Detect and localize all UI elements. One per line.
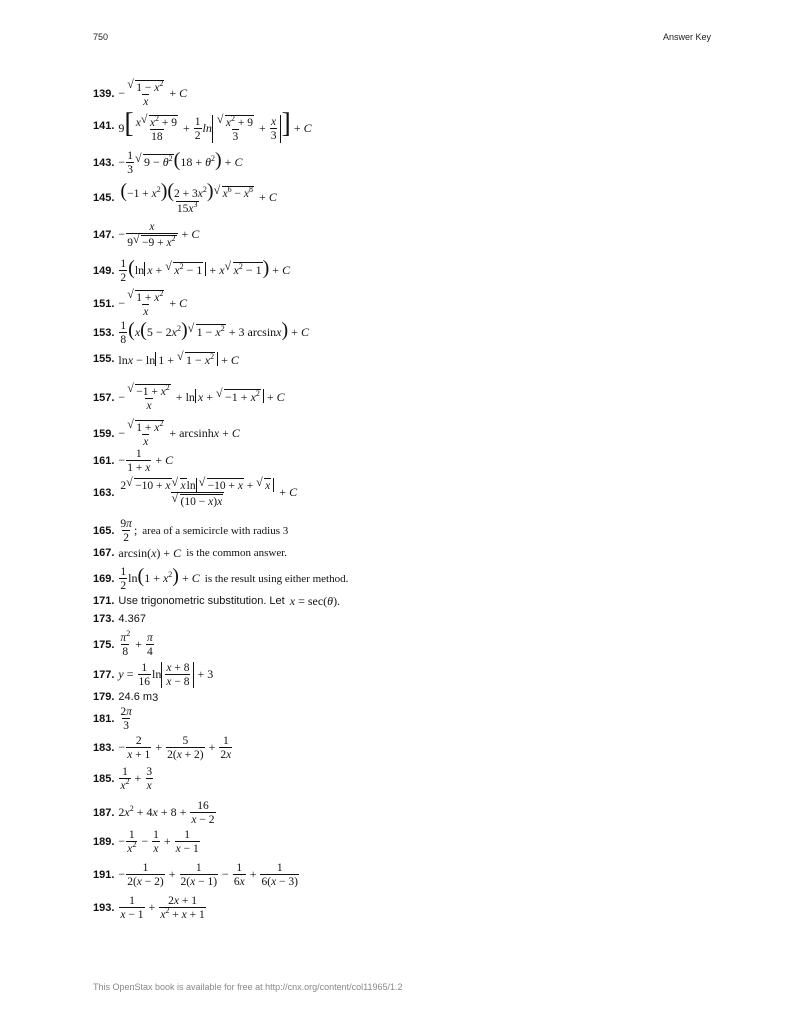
answer-165	[93, 518, 288, 544]
answer-161	[93, 448, 173, 474]
answer-181	[93, 706, 134, 732]
answer-173	[93, 614, 146, 625]
answer-expression: $\frac{1}{2}$ (ln x + √ $x^2 - 1 + x√$ $x^2 - 1) + C$	[118, 258, 290, 284]
answer-expression: $\frac{\pi^2}{8}$ + $\frac{\pi}{4}$	[120, 629, 153, 659]
answer-expression: − $\frac{1}{x^2}$ − $\frac{1}{x}$ + $\frac{1}{x - 1}$	[118, 829, 199, 856]
answer-expression: − $\frac{1}{1 + x}$ + C	[118, 448, 174, 475]
answer-167	[93, 547, 287, 559]
answer-number: 147.	[93, 228, 115, 241]
answer-151	[93, 290, 187, 318]
answer-expression: − $\frac{x}{9√ -9 + x^2}$ + C	[118, 221, 199, 249]
answer-number: 143.	[93, 156, 115, 169]
answer-number: 159.	[93, 427, 115, 440]
answer-expression: $\frac{9\pi}{2}$ ;	[120, 518, 138, 545]
answer-number: 167.	[93, 546, 115, 559]
answer-number: 169.	[93, 572, 115, 585]
answer-note: is the common answer.	[186, 546, 288, 559]
answer-number: 149.	[93, 264, 115, 277]
answer-179: 179. 24.6 m 3	[93, 691, 159, 704]
answer-expression: 9[ $\frac{x√ x^2 + 9}{18}$ + $\frac{1}{2}$ ln √ $\frac{x^2 + 9}{3}$ + $\frac{x}{3}$ ] + C	[118, 110, 311, 143]
answer-expression: $\frac{1}{x^2}$ + $\frac{3}{x}$	[120, 766, 153, 793]
answer-number: 145.	[93, 191, 115, 204]
footer-source-note: This OpenStax book is available for free at http://cnx.org/content/col11965/1.2	[93, 982, 403, 992]
answer-expression: − $\frac{1}{2(x - 2)}$ + $\frac{1}{2(x - 1)}$ − $\frac{1}{6x}$ + $\frac{1}{6(x - 3)}$	[118, 862, 298, 889]
answer-expression: $\frac{1}{2}$ $\ln(1 + x^2) + C$	[120, 565, 200, 593]
answer-157	[93, 384, 285, 412]
answer-number: 179.	[93, 691, 115, 703]
answer-expression: − √ $\frac{1 + x^2}{x}$ + C	[118, 290, 187, 318]
answer-expression: − $\frac{1}{3}$ √ $9 - \theta^2(18 + \theta^2) + C$	[118, 150, 242, 176]
answer-expression: $\frac{1}{8}$ ($x(5 - 2x^2)√$ $1 - x^2 + 3$ arcsinx) + C	[118, 320, 309, 346]
answer-159	[93, 420, 240, 448]
answer-value: 24.6 m	[118, 691, 153, 703]
answer-number: 157.	[93, 391, 115, 404]
answer-expression: lnx − ln 1 + √ $1 - x^2 + C$	[118, 352, 238, 366]
answer-number: 173.	[93, 613, 115, 625]
answer-143	[93, 150, 242, 176]
answer-number: 185.	[93, 772, 115, 785]
answer-number: 175.	[93, 638, 115, 651]
answer-169	[93, 566, 348, 592]
running-header-title: Answer Key	[662, 32, 711, 42]
answer-expression: − √ $\frac{1 - x^2}{x}$ + C	[118, 80, 187, 108]
answer-177	[93, 662, 213, 688]
answer-number: 141.	[93, 120, 115, 133]
answer-note: area of a semicircle with radius 3	[142, 524, 289, 537]
answer-153	[93, 320, 309, 346]
answer-value: 4.367	[118, 613, 146, 625]
answer-149	[93, 258, 290, 284]
answer-163	[93, 478, 297, 508]
answer-193	[93, 895, 207, 921]
answer-171	[93, 595, 340, 607]
answer-147	[93, 221, 199, 249]
answer-number: 153.	[93, 326, 115, 339]
answer-number: 189.	[93, 835, 115, 848]
answer-number: 139.	[93, 87, 115, 100]
answer-expression: − √ $\frac{1 + x^2}{x}$ + arcsinhx + C	[118, 420, 239, 448]
answer-text: Use trigonometric substitution. Let	[118, 594, 285, 607]
answer-185	[93, 766, 154, 792]
answer-175	[93, 629, 155, 659]
answer-expression: $\frac{(-1 + x^2)(2 + 3x^2)√ x^6 - x^8}{15x^3}$ + C	[118, 181, 276, 215]
answer-expression: − √ $\frac{-1 + x^2}{x}$ + ln x + √ $-1 + x^2 + C$	[118, 384, 284, 412]
answer-expression: $\frac{1}{x - 1}$ + $\frac{2x + 1}{x^2 + x + 1}$	[120, 895, 205, 922]
answer-expression: arcsin(x) + C	[118, 546, 182, 560]
answer-number: 191.	[93, 868, 115, 881]
answer-number: 181.	[93, 712, 115, 725]
answer-expression: y = $\frac{1}{16}$ ln $\frac{x + 8}{x - 8}$ + 3	[118, 662, 214, 689]
answer-number: 165.	[93, 524, 115, 537]
answer-145	[93, 181, 277, 215]
answer-155	[93, 352, 239, 366]
answer-number: 163.	[93, 486, 115, 499]
answer-number: 187.	[93, 806, 115, 819]
answer-note: is the result using either method.	[204, 572, 349, 585]
answer-141	[93, 110, 312, 143]
answer-expression: x = sec(θ).	[289, 594, 341, 608]
answer-number: 171.	[93, 594, 115, 607]
answer-number: 193.	[93, 901, 115, 914]
page-number: 750	[93, 32, 109, 42]
answer-187	[93, 800, 217, 826]
answer-expression: − $\frac{2}{x + 1}$ + $\frac{5}{2(x + 2)}$ + $\frac{1}{2x}$	[118, 735, 232, 762]
answer-expression: $\frac{2\pi}{3}$	[120, 706, 132, 733]
answer-number: 151.	[93, 297, 115, 310]
answer-191	[93, 862, 300, 888]
answer-expression: $2x^2 + 4x + 8$ + $\frac{16}{x - 2}$	[118, 800, 215, 827]
answer-183	[93, 735, 233, 761]
answer-number: 161.	[93, 454, 115, 467]
answer-expression: 2√ −10 + x√ xln√ −10 + x + √ x √ (10 − x)x + C	[118, 478, 297, 508]
answer-number: 183.	[93, 741, 115, 754]
answer-number: 177.	[93, 668, 115, 681]
answer-number: 155.	[93, 352, 115, 365]
answer-189	[93, 829, 201, 855]
answer-139	[93, 80, 187, 108]
